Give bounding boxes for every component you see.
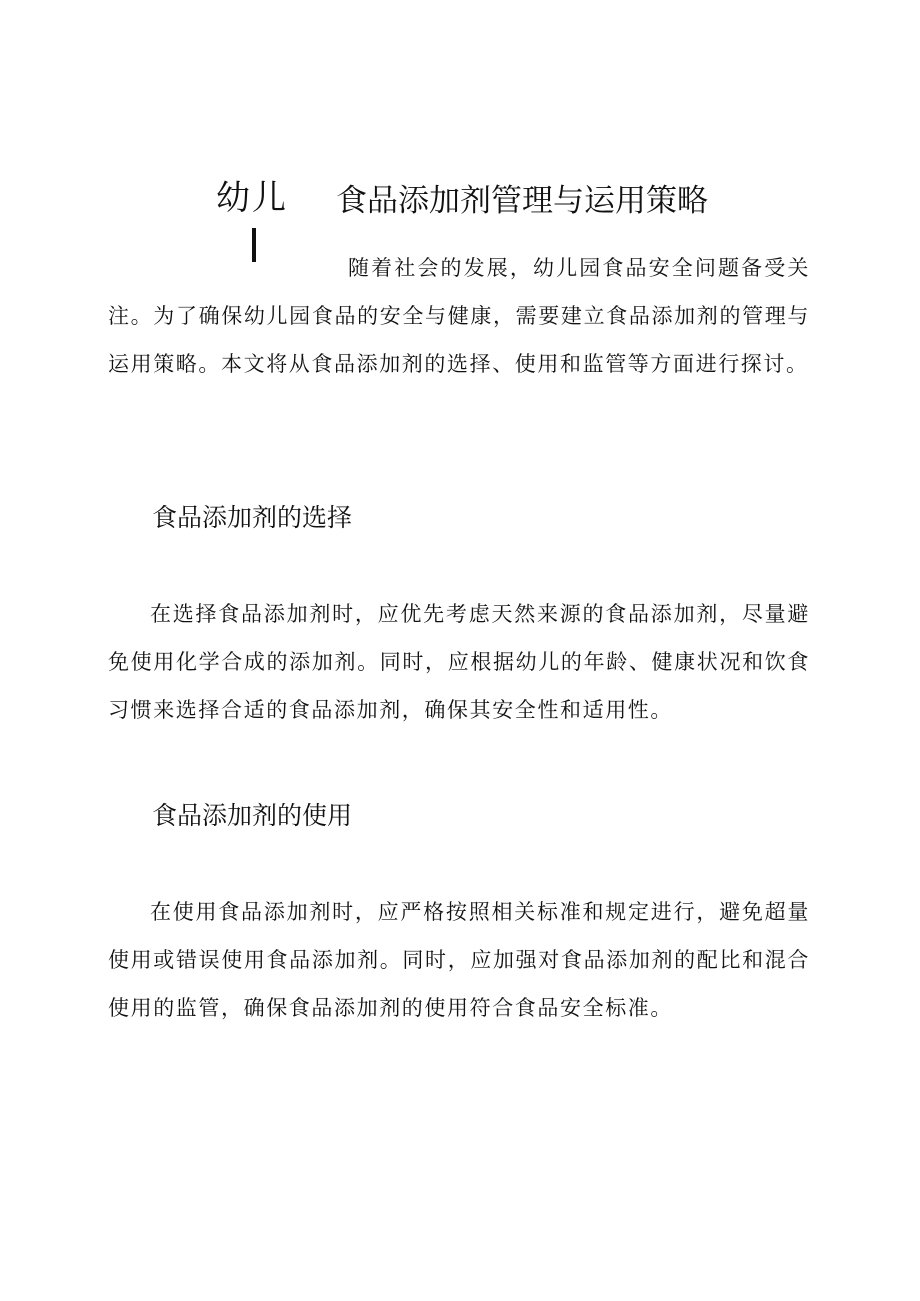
section-body-usage: 在使用食品添加剂时，应严格按照相关标准和规定进行，避免超量使用或错误使用食品添加剂。同时，应加强对食品添加剂的配比和混合使用的监管，确保食品添加剂的使用符合食品安全标准。	[108, 900, 810, 1020]
title-fragment-left: 幼儿	[216, 178, 288, 218]
document-title: 食品添加剂管理与运用策略	[336, 183, 708, 219]
section-heading-selection: 食品添加剂的选择	[152, 503, 353, 532]
intro-paragraph: 随着社会的发展，幼儿园食品安全问题备受关注。为了确保幼儿园食品的安全与健康，需要建立食品添加剂的管理与运用策略。本文将从食品添加剂的选择、使用和监管等方面进行探讨。	[108, 256, 810, 376]
section-heading-usage: 食品添加剂的使用	[152, 801, 353, 830]
section-body-selection: 在选择食品添加剂时，应优先考虑天然来源的食品添加剂，尽量避免使用化学合成的添加剂。同时，应根据幼儿的年龄、健康状况和饮食习惯来选择合适的食品添加剂，确保其安全性和适用性。	[108, 602, 810, 722]
